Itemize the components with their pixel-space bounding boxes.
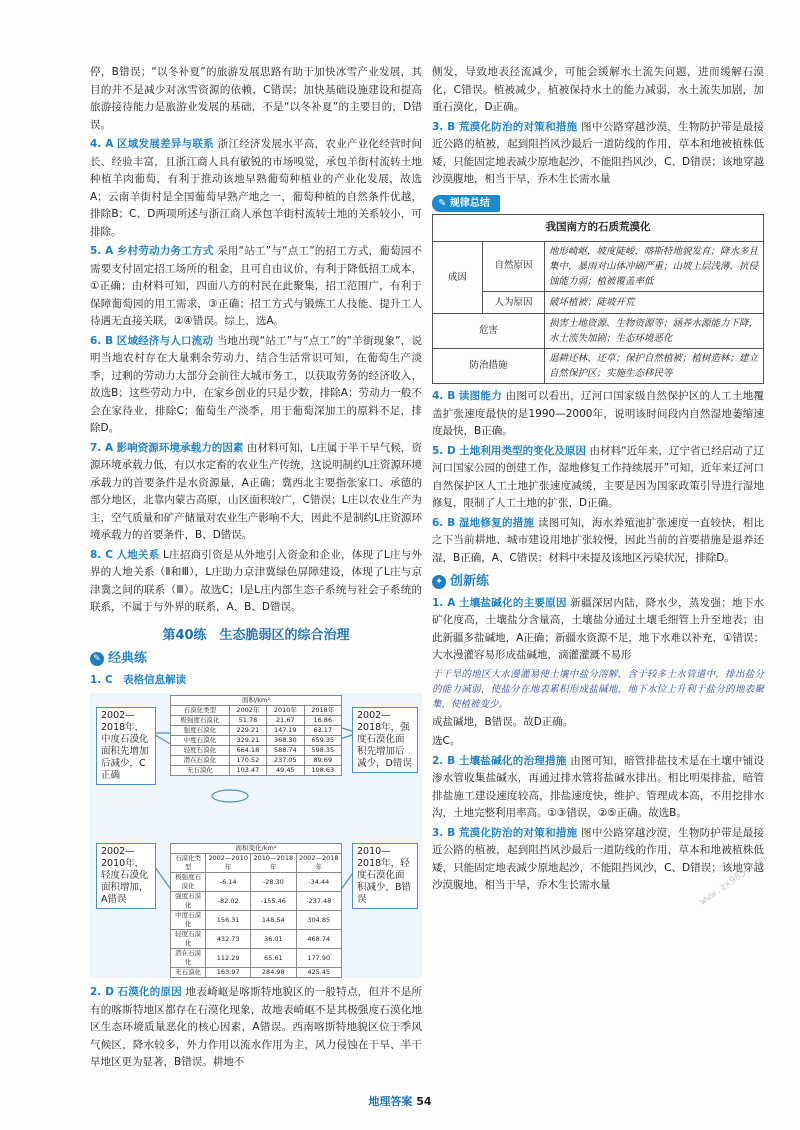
table-header-cell: 2002—2010年 bbox=[206, 854, 251, 873]
table-row bbox=[171, 726, 342, 736]
answer-tag: 区域发展差异与联系 bbox=[116, 138, 214, 150]
page-number: 54 bbox=[416, 1095, 432, 1108]
table-cell: 425.45 bbox=[296, 968, 341, 978]
answer-text: 由图可以看出，辽河口国家级自然保护区的人工土地覆盖扩张速度最快的是1990—2000年，说明该时间段内自然湿地萎缩速度最快，B正确。 bbox=[432, 390, 765, 437]
table-header-cell: 石漠化类型 bbox=[171, 854, 206, 873]
rule-cell-cause: 成因 bbox=[433, 241, 483, 314]
answer-2-new bbox=[432, 753, 764, 823]
answer-text: 图中公路穿越沙漠，生物防护带是最接近公路的植被，起到阻挡风沙最后一道防线的作用，草本和地被植株低矮，只能固定地表减少原地起沙，不能阻挡风沙，C、D错误；该地穿越沙漠腹地，相当干旱，乔木生长需水量 bbox=[432, 826, 764, 891]
lightbulb-icon: ✦ bbox=[432, 575, 446, 589]
answer-6-right bbox=[432, 515, 764, 568]
table-cell: 极强度石漠化 bbox=[171, 873, 206, 892]
answer-1-end: 成盐碱地，B错误。故D正确。 bbox=[432, 715, 574, 728]
answer-1-tail: 选C。 bbox=[432, 735, 461, 747]
rule-cell-harm: 危害 bbox=[433, 314, 545, 349]
answer-text: 由图可知，暗管排盐技术是在土壤中铺设渗水管收集盐碱水，再通过排水管将盐碱水排出。相比明渠排盐，暗管排盐施工建设速度较高，排盐速度快，维护、管理成本高，不用挖排水沟，土地完整利用率高。①③错误，②⑤正确。故选B。 bbox=[432, 754, 764, 819]
answer-text: 地表崎岖是喀斯特地貌区的一般特点，但并不是所有的喀斯特地区都存在石漠化现象，故地表崎岖不是其极强度石漠化地区生态环境质量恶化的核心因素，A错误。西南喀斯特地貌区位于季风气候区，降水较多，外力作用以流水作用为主，风力侵蚀在干旱、半干旱地区更为显著，B错误。耕地不 bbox=[90, 986, 422, 1068]
answer-2 bbox=[90, 984, 422, 1072]
page-footer bbox=[0, 1093, 800, 1111]
new-heading bbox=[432, 573, 764, 591]
answer-tag: 读图能力 bbox=[458, 390, 502, 402]
answer-number: 2. D bbox=[90, 986, 114, 998]
table-cell: 598.35 bbox=[304, 746, 341, 756]
classic-heading bbox=[90, 650, 422, 668]
table-cell: 664.18 bbox=[229, 746, 266, 756]
classic-label: 经典练 bbox=[108, 651, 148, 666]
table-row bbox=[171, 949, 342, 968]
rule-table-title: 我国南方的石质荒漠化 bbox=[433, 215, 764, 242]
table-row bbox=[171, 930, 342, 949]
callout-bottom-right: 2010—2018年，轻度石漠化面积减少，B错误 bbox=[352, 843, 418, 909]
answer-tag: 荒漠化防治的对策和措施 bbox=[458, 826, 578, 839]
answer-number: 2. B bbox=[432, 754, 456, 767]
answer-number: 8. C bbox=[90, 548, 113, 561]
rule-cell-measure: 防治措施 bbox=[433, 349, 545, 384]
table-cell: -237.48 bbox=[296, 892, 341, 911]
table-cell: 无石漠化 bbox=[171, 766, 230, 776]
answer-tag: 荒漠化防治的对策和措施 bbox=[458, 120, 578, 133]
answer-text: 采用“站工”与“点工”的招工方式，葡萄园不需要支付固定招工场所的租金，且可自由议价，有利于降低招工成本，①正确；由材料可知，四面八方的村民在此聚集，招工范围广，有利于保障葡萄园的用工需求，③正确；招工方式与锻炼工人技能、提升工人待遇无直接关联，②④错误。综上，选A。 bbox=[90, 245, 423, 327]
table-header-cell: 2002年 bbox=[229, 706, 266, 716]
question-1-head: 1. C 表格信息解读 bbox=[90, 673, 187, 686]
table-row bbox=[171, 716, 342, 726]
table-cell: -34.44 bbox=[296, 873, 341, 892]
answer-text: 读图可知，海水养殖池扩张速度一直较快，相比之下当前耕地、城市建设用地扩张较慢，因此当前的首要措施是退养还湿，B正确，A、C错误；材料中未提及该地区污染状况，排除D。 bbox=[432, 516, 764, 564]
answer-tag: 湿地修复的措施 bbox=[458, 516, 535, 529]
table-cell: 21.67 bbox=[267, 716, 304, 726]
table-cell: 163.97 bbox=[206, 968, 251, 978]
table-cell: 112.29 bbox=[206, 949, 251, 968]
rule-cell-measure-text: 退耕还林、还草；保护自然植被；植树造林；建立自然保护区；实施生态移民等 bbox=[545, 349, 764, 384]
table-cell: 468.74 bbox=[296, 930, 341, 949]
table-cell: 强度石漠化 bbox=[171, 892, 206, 911]
answer-number: 4. A bbox=[90, 138, 114, 150]
rule-summary-label: 规律总结 bbox=[449, 197, 490, 209]
pencil-icon: ✎ bbox=[90, 652, 104, 666]
table-cell: 89.69 bbox=[304, 756, 341, 766]
answer-4-right bbox=[432, 388, 764, 441]
answer-5-right bbox=[432, 443, 764, 513]
answer-text: 由材料“近年来，辽宁省已经启动了辽河口国家公园的创建工作，湿地修复工作持续展开”可知，近年来辽河口自然保护区人工土地扩张速度减缓，主要是因为国家政策引导进行湿地修复，限制了人工土地的扩张，D正确。 bbox=[432, 444, 765, 509]
handwritten-note: 于干旱的地区大水漫灌易使土壤中盐分溶解，含于较多土水管道中，排出盐分的能力减弱，使盐分在地表累积形成盐碱地，地下水位上升利于盐分的地表聚集，使植被变少。 bbox=[432, 668, 764, 710]
table-cell: 329.21 bbox=[229, 736, 266, 746]
answer-6 bbox=[90, 333, 422, 438]
callout-top-right: 2002—2018年，强度石漠化面积先增加后减少，D错误 bbox=[352, 707, 418, 773]
paragraph: 侧发，导致地表径流减少，可能会缓解水土流失问题，进而缓解石漠化，C错误。植被减少，植被保持水土的能力减弱，水土流失加剧，加重石漠化，D正确。 bbox=[432, 66, 764, 113]
right-column bbox=[432, 64, 764, 897]
watermark: www.zx985.com bbox=[697, 853, 768, 908]
table-cell: 170.52 bbox=[229, 756, 266, 766]
table-row bbox=[171, 766, 342, 776]
answer-number: 7. A bbox=[90, 441, 114, 454]
table-cell: 368.30 bbox=[267, 736, 304, 746]
table-cell: 237.05 bbox=[267, 756, 304, 766]
answer-tag: 土地利用类型的变化及原因 bbox=[459, 444, 587, 457]
answer-text: 新疆深居内陆，降水少，蒸发强；地下水矿化度高，土壤盐分含量高，土壤盐分通过土壤毛细管上升至地表；由此新疆多盐碱地，A正确；新疆水资源不足，地下水难以补充，①错误；大水漫灌容易形成盐碱地，滴灌灌溉不易形 bbox=[432, 596, 765, 661]
table-cell: 轻度石漠化 bbox=[171, 930, 206, 949]
new-label: 创新练 bbox=[450, 574, 490, 589]
table-cell: 148.54 bbox=[251, 911, 296, 930]
table-header-cell: 2018年 bbox=[304, 706, 341, 716]
table-row bbox=[171, 968, 342, 978]
answer-number: 5. D bbox=[432, 444, 456, 457]
footer-label: 地理答案 bbox=[368, 1095, 413, 1108]
table-cell: 103.47 bbox=[229, 766, 266, 776]
rule-cell-natural-text: 地形崎岖，坡度陡峻，喀斯特地貌发育；降水多且集中，暴雨对山体冲刷严重；山坡上层浅薄，抗侵蚀能力弱；植被覆盖率低 bbox=[545, 241, 764, 291]
answer-tag: 土壤盐碱化的主要原因 bbox=[458, 596, 567, 609]
table-cell: 659.35 bbox=[304, 736, 341, 746]
answer-number: 4. B bbox=[432, 390, 456, 402]
table-cell: 潜在石漠化 bbox=[171, 756, 230, 766]
answer-number: 6. B bbox=[432, 516, 456, 529]
rule-summary-table bbox=[432, 214, 764, 384]
table-cell: -28.30 bbox=[251, 873, 296, 892]
answer-number: 3. B bbox=[432, 826, 456, 839]
table-header-cell: 2010—2018年 bbox=[251, 854, 296, 873]
table-cell: 中度石漠化 bbox=[171, 736, 230, 746]
table-header-cell: 2002—2018年 bbox=[296, 854, 341, 873]
table-row bbox=[171, 756, 342, 766]
answer-tag: 石漠化的原因 bbox=[117, 986, 183, 998]
table-cell: 轻度石漠化 bbox=[171, 746, 230, 756]
table-cell: 432.73 bbox=[206, 930, 251, 949]
table-cell: 108.63 bbox=[304, 766, 341, 776]
table-row bbox=[171, 911, 342, 930]
answer-7 bbox=[90, 440, 422, 545]
paragraph: 停，B错误；“以冬补夏”的旅游发展思路有助于加快冰雪产业发展，其目的并不是减少对冰雪资源的依赖，C错误；加快基础设施建设和提高旅游接待能力是旅游业发展的基础，不是“以冬补夏”的主要目的，D错误。 bbox=[90, 66, 422, 131]
answer-number: 6. B bbox=[90, 334, 114, 347]
table-cell: -82.02 bbox=[206, 892, 251, 911]
answer-tag: 乡村劳动力务工方式 bbox=[116, 245, 214, 257]
answer-number: 3. B bbox=[432, 120, 456, 133]
table-cell: 51.78 bbox=[229, 716, 266, 726]
table-cell: 588.74 bbox=[267, 746, 304, 756]
figure-table-annotated bbox=[90, 693, 422, 978]
answer-tag: 土壤盐碱化的治理措施 bbox=[458, 754, 567, 767]
rule-cell-human: 人为原因 bbox=[483, 291, 545, 314]
table-cell: 304.85 bbox=[296, 911, 341, 930]
answer-5 bbox=[90, 243, 422, 331]
table-cell: 177.90 bbox=[296, 949, 341, 968]
table-cell: -155.46 bbox=[251, 892, 296, 911]
table-row bbox=[171, 892, 342, 911]
table-cell: 极强度石漠化 bbox=[171, 716, 230, 726]
rule-summary-tag: ✎ 规律总结 bbox=[432, 195, 500, 213]
table-header-cell: 2010年 bbox=[267, 706, 304, 716]
table-cell: 63.17 bbox=[304, 726, 341, 736]
answer-4 bbox=[90, 136, 422, 241]
table-cell: 147.19 bbox=[267, 726, 304, 736]
table-cell: 156.31 bbox=[206, 911, 251, 930]
answer-text: 由材料可知，L庄属于半干旱气候，资源环境承载力低，有以水定畜的农业生产传统，这说明制约L庄资源环境承载力的首要条件是水资源量，A正确；冀西北主要指张家口、承德的部分地区，北靠内蒙古高原，山区面积较广，C错误；L庄以农业生产为主，空气质量和矿产储量对农业生产影响不大，因此不是制约L庄资源环境承载力的首要条件，B、D错误。 bbox=[90, 441, 422, 541]
change-table bbox=[170, 843, 342, 978]
callout-top-left: 2002—2018年，中度石漠化面积先增加后减少，C正确 bbox=[96, 707, 156, 785]
table-row bbox=[171, 746, 342, 756]
answer-text: 图中公路穿越沙漠，生物防护带是最接近公路的植被，起到阻挡风沙最后一道防线的作用，草本和地被植株低矮，只能固定地表减少原地起沙，不能阻挡风沙，C、D错误；该地穿越沙漠腹地，相当干旱，乔木生长需水量 bbox=[432, 120, 764, 185]
answer-tag: 影响资源环境承载力的因素 bbox=[116, 441, 244, 454]
answer-1-new bbox=[432, 595, 764, 665]
table-cell: 49.45 bbox=[267, 766, 304, 776]
area-table bbox=[170, 695, 342, 776]
rule-cell-human-text: 破坏植被；陡坡开荒 bbox=[545, 291, 764, 314]
table-cell: 229.21 bbox=[229, 726, 266, 736]
answer-8 bbox=[90, 547, 422, 617]
table-row bbox=[171, 873, 342, 892]
table-header-cell: 石漠化类型 bbox=[171, 706, 230, 716]
rule-cell-natural: 自然原因 bbox=[483, 241, 545, 291]
left-column bbox=[90, 64, 422, 1074]
section-title: 第40练 生态脆弱区的综合治理 bbox=[162, 627, 350, 643]
table-cell: 65.61 bbox=[251, 949, 296, 968]
answer-tag: 人地关系 bbox=[116, 548, 160, 561]
table-cell: 强度石漠化 bbox=[171, 726, 230, 736]
table-cell: 16.86 bbox=[304, 716, 341, 726]
answer-text: L庄招商引资是从外地引入资金和企业，体现了L庄与外界的人地关系（Ⅱ和Ⅲ），L庄助力京津冀绿色屏障建设，体现了L庄与京津冀之间的联系（Ⅲ）。故选C；Ⅰ是L庄内部生态子系统与社会子系统的联系，不属于与外界的联系，A、B、D错误。 bbox=[90, 548, 423, 613]
rule-cell-harm-text: 损害土地资源、生物资源等；涵养水源能力下降，水土流失加剧；生态环境恶化 bbox=[545, 314, 764, 349]
table-cell: -6.14 bbox=[206, 873, 251, 892]
table-unit: 面积变化/km² bbox=[171, 844, 342, 854]
answer-number: 1. A bbox=[432, 596, 456, 609]
table-cell: 潜在石漠化 bbox=[171, 949, 206, 968]
table-cell: 284.98 bbox=[251, 968, 296, 978]
answer-number: 5. A bbox=[90, 245, 114, 257]
callout-bottom-left: 2002—2010年，轻度石漠化面积增加，A错误 bbox=[96, 843, 156, 909]
answer-text: 浙江经济发展水平高，农业产业化经营时间长、经验丰富，且浙江商人具有敏锐的市场嗅觉，承包羊街村流转土地种植羊肉葡萄，有利于推动该地早熟葡萄种植业的产业化发展，故选A；云南羊街村是全国葡萄早熟产地之一，葡萄种植的自然条件优越，排除B；C、D两项所述与浙江商人承包羊街村流转土地的关系较小，可排除。 bbox=[90, 138, 423, 238]
answer-tag: 区域经济与人口流动 bbox=[116, 334, 214, 347]
table-row bbox=[171, 736, 342, 746]
table-unit: 面积/km² bbox=[171, 696, 342, 706]
table-cell: 36.01 bbox=[251, 930, 296, 949]
answer-text: 当地出现“站工”与“点工”的“羊街现象”，说明当地农村存在大量剩余劳动力，结合生活常识可知，在葡萄生产淡季，过剩的劳动力大部分会前往大城市务工，以获取劳务的经济收入，故选B；这些劳动力中，在家乡创业的只是少数，排除A；劳动力一般不会在家待业，排除C；葡萄生产淡季，用于葡萄深加工的原料不足，排除D。 bbox=[90, 334, 422, 434]
table-cell: 无石漠化 bbox=[171, 968, 206, 978]
table-cell: 中度石漠化 bbox=[171, 911, 206, 930]
answer-3 bbox=[432, 119, 764, 189]
